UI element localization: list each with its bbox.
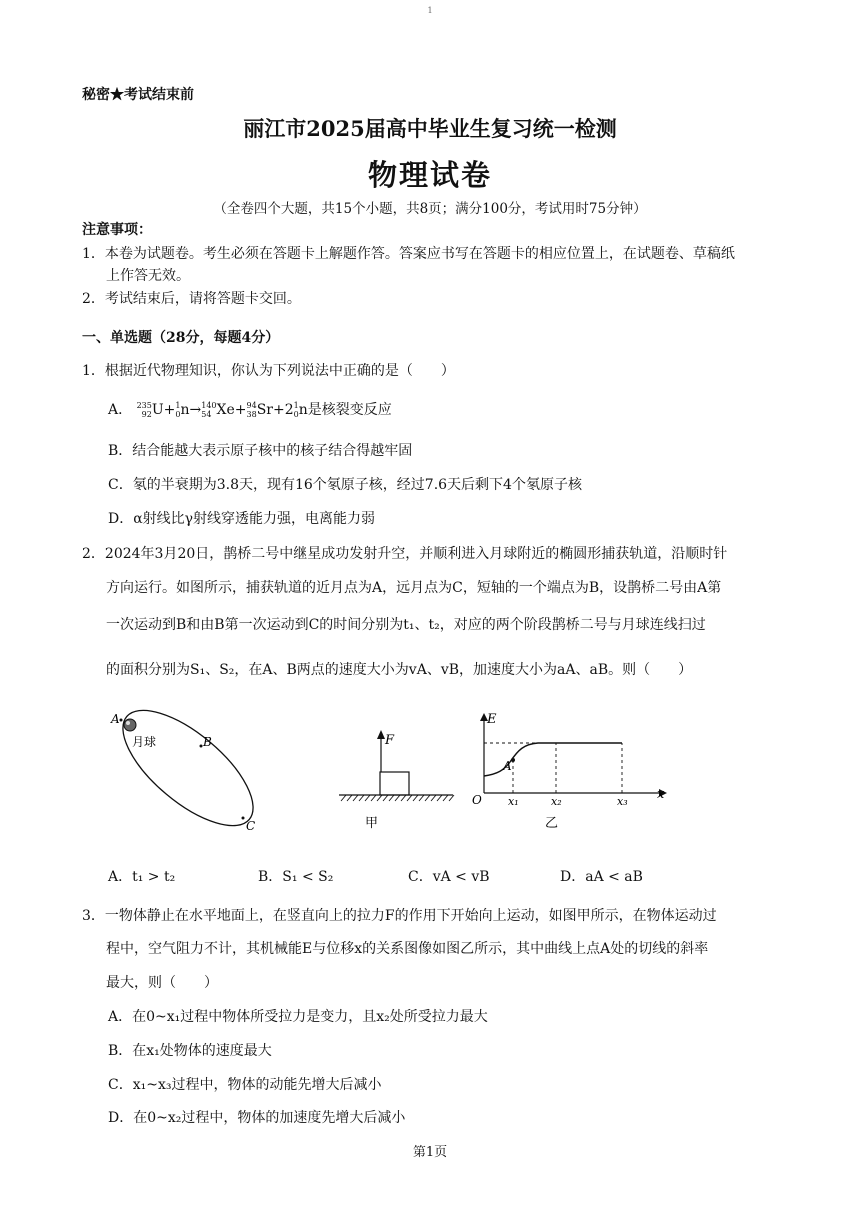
notice-item-2: 2．考试结束后，请将答题卡交回。: [82, 291, 301, 307]
page-mark: 1: [427, 6, 433, 15]
q2-line-3: 一次运动到B和由B第一次运动到C的时间分别为t₁、t₂，对应的两个阶段鹊桥二号与月球连线扫过: [106, 617, 706, 633]
q2-option-a: A．t₁ > t₂: [108, 869, 176, 885]
q2-line-4: 的面积分别为S₁、S₂，在A、B两点的速度大小为vA、vB，加速度大小为aA、aB。则（ ）: [106, 662, 693, 678]
q1-option-b: B．结合能越大表示原子核中的核子结合得越牢固: [108, 443, 413, 459]
label-c: C: [246, 819, 256, 833]
origin-label: O: [472, 793, 482, 807]
q3-option-b: B．在x₁处物体的速度最大: [108, 1043, 272, 1059]
label-a: A: [111, 712, 120, 726]
q3-line-2: 程中，空气阻力不计，其机械能E与位移x的关系图像如图乙所示，其中曲线上点A处的切线的斜率: [106, 941, 709, 957]
notice-item-1: 1．本卷为试题卷。考生必须在答题卡上解题作答。答案应书写在答题卡的相应位置上，在试题卷、草稿纸: [82, 246, 735, 262]
moon-highlight: [126, 721, 130, 725]
exam-title: 丽江市2025届高中毕业生复习统一检测: [243, 116, 617, 141]
force-arrowhead: [377, 730, 385, 739]
x-axis-label: x: [657, 787, 665, 802]
q1-option-d: D．α射线比γ射线穿透能力强，电离能力弱: [108, 511, 376, 527]
notice-item-1-cont: 上作答无效。: [106, 268, 190, 284]
block: [380, 772, 409, 795]
q1-option-a-suffix: 是核裂变反应: [307, 402, 392, 418]
q2-option-b: B．S₁ < S₂: [258, 869, 334, 885]
point-a-label: A: [503, 759, 512, 773]
q3-option-d: D．在0~x₂过程中，物体的加速度先增大后减小: [108, 1110, 406, 1126]
q2-line-2: 方向运行。如图所示，捕获轨道的近月点为A，远月点为C，短轴的一个端点为B，设鹊桥二号由A第: [106, 580, 722, 596]
q1-option-c: C．氡的半衰期为3.8天，现有16个氡原子核，经过7.6天后剩下4个氡原子核: [108, 477, 582, 493]
label-b: B: [203, 735, 212, 749]
moon-icon: [124, 719, 136, 731]
y-axis-label: E: [487, 712, 497, 727]
caption-jia: 甲: [365, 816, 379, 831]
force-label: F: [385, 733, 395, 748]
q2-line-1: 2．2024年3月20日，鹊桥二号中继星成功发射升空，并顺利进入月球附近的椭圆形捕获轨道，沿顺时针: [82, 546, 728, 562]
point-a-dot: [120, 719, 123, 722]
tick-x2: x₂: [551, 795, 562, 808]
label-moon: 月球: [132, 735, 157, 749]
tick-x3: x₃: [617, 795, 628, 808]
notice-heading: 注意事项：: [82, 222, 152, 238]
q2-option-c: C．vA < vB: [408, 869, 490, 885]
force-figure: [335, 722, 460, 832]
tick-x1: x₁: [508, 795, 519, 808]
orbit-figure: [100, 705, 270, 835]
q3-line-3: 最大，则（ ）: [106, 975, 218, 991]
ground-hatch: [341, 795, 454, 801]
point-c-dot: [242, 817, 245, 820]
caption-yi: 乙: [545, 816, 559, 831]
energy-graph: [470, 708, 670, 832]
section-title: 一、单选题（28分，每题4分）: [82, 330, 280, 346]
q3-option-c: C．x₁~x₃过程中，物体的动能先增大后减小: [108, 1077, 382, 1093]
secret-label: 秘密★考试结束前: [82, 87, 194, 103]
exam-info: （全卷四个大题，共15个小题，共8页；满分100分，考试用时75分钟）: [213, 201, 647, 217]
fission-equation: 235 92U+1 0n→140 54 Xe+94 38Sr+21 0n: [136, 401, 308, 419]
subject-title: 物理试卷: [367, 158, 492, 192]
q2-option-d: D．aA < aB: [560, 869, 643, 885]
q3-option-a: A．在0~x₁过程中物体所受拉力是变力，且x₂处所受拉力最大: [108, 1009, 488, 1025]
q1-option-a: [108, 399, 392, 419]
q3-line-1: 3．一物体静止在水平地面上，在竖直向上的拉力F的作用下开始向上运动，如图甲所示，在物体运动过: [82, 908, 717, 924]
page-number: 第1页: [412, 1145, 448, 1160]
q1-option-a-prefix: A．: [108, 402, 133, 418]
q1-stem: 1．根据近代物理知识，你认为下列说法中正确的是（ ）: [82, 363, 455, 379]
